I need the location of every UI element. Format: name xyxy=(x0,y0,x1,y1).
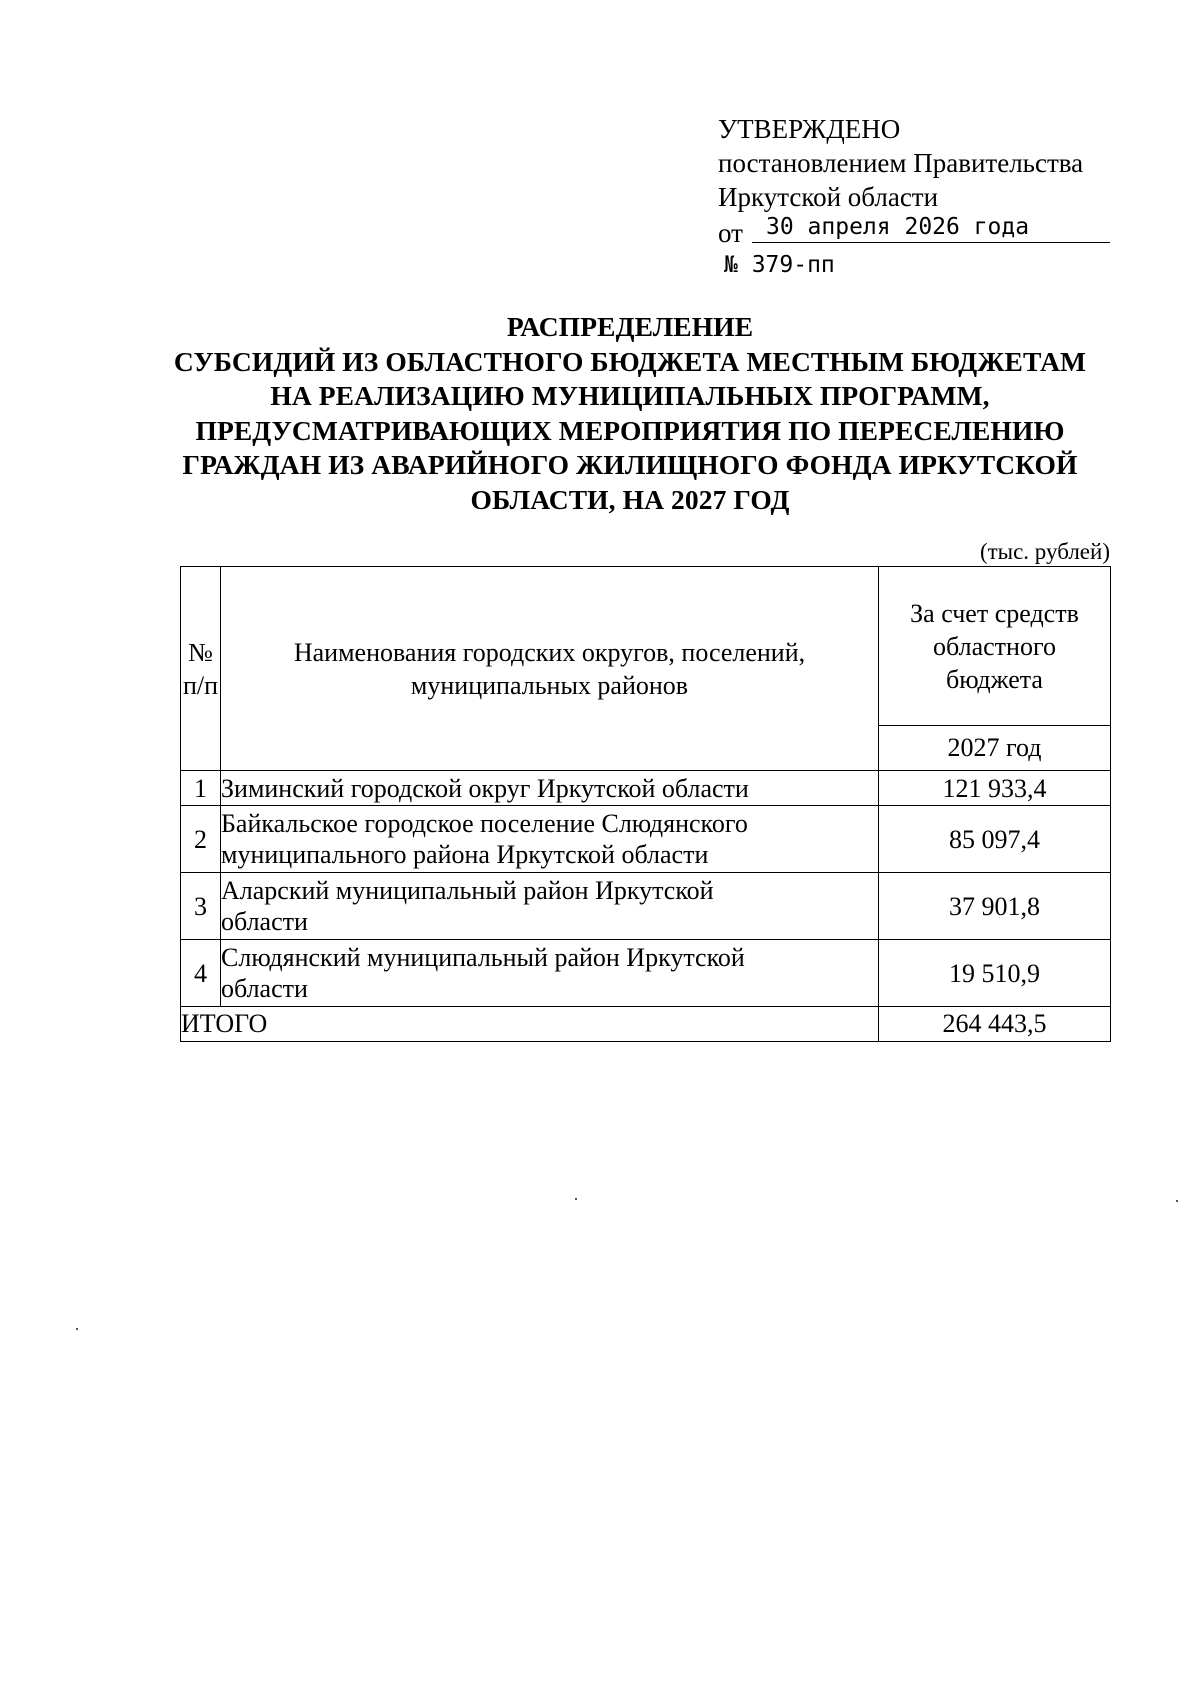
approval-date-prefix: от xyxy=(718,218,743,248)
header-value-line: бюджета xyxy=(946,664,1043,694)
title-line: РАСПРЕДЕЛЕНИЕ xyxy=(506,311,754,342)
header-name-cell xyxy=(221,567,879,771)
title-line: СУБСИДИЙ ИЗ ОБЛАСТНОГО БЮДЖЕТА МЕСТНЫМ БЮДЖЕТАМ xyxy=(173,345,1087,377)
row-value: 19 510,9 xyxy=(879,940,1111,1007)
total-label: ИТОГО xyxy=(181,1007,879,1042)
row-name-line: Аларский муниципальный район Иркутской xyxy=(221,876,714,905)
header-value-line: областного xyxy=(933,631,1056,661)
approval-date-line xyxy=(718,214,1108,246)
approval-block xyxy=(718,112,1108,280)
table-row xyxy=(181,806,1111,873)
scan-speck xyxy=(1176,1200,1178,1202)
row-number: 1 xyxy=(181,771,221,806)
document-title xyxy=(160,310,1100,517)
title-line: ГРАЖДАН ИЗ АВАРИЙНОГО ЖИЛИЩНОГО ФОНДА ИРКУТСКОЙ xyxy=(182,449,1078,480)
header-name-line: Наименования городских округов, поселений, xyxy=(293,637,806,667)
units-label: (тыс. рублей) xyxy=(979,539,1110,564)
row-name-line: Зиминский городской округ Иркутской области xyxy=(221,773,749,803)
row-name xyxy=(221,806,879,873)
approval-date: 30 апреля 2026 года xyxy=(752,212,1110,243)
row-name xyxy=(221,873,879,940)
distribution-table-wrapper xyxy=(180,566,1110,1042)
table-row xyxy=(181,940,1111,1007)
row-value: 37 901,8 xyxy=(879,873,1111,940)
header-value-cell xyxy=(879,567,1111,726)
total-value: 264 443,5 xyxy=(879,1007,1111,1042)
table-total-row xyxy=(181,1007,1111,1042)
row-number: 4 xyxy=(181,940,221,1007)
approval-heading: УТВЕРЖДЕНО xyxy=(718,114,901,144)
header-name-line: муниципальных районов xyxy=(410,670,689,700)
row-name xyxy=(221,771,879,806)
row-name-line: области xyxy=(221,907,308,936)
row-name xyxy=(221,940,879,1007)
approval-region-line: Иркутской области xyxy=(718,182,939,212)
scan-speck xyxy=(575,1198,577,1200)
table-row xyxy=(181,771,1111,806)
row-value: 85 097,4 xyxy=(879,806,1111,873)
table-header-row xyxy=(181,567,1111,726)
row-number: 3 xyxy=(181,873,221,940)
title-line: НА РЕАЛИЗАЦИЮ МУНИЦИПАЛЬНЫХ ПРОГРАММ, xyxy=(270,380,990,411)
distribution-table xyxy=(180,566,1111,1042)
row-name-line: Байкальское городское поселение Слюдянского xyxy=(221,809,748,838)
header-number-abbrev: п/п xyxy=(182,670,219,700)
approval-number: № 379-пп xyxy=(724,252,835,278)
row-name-line: Слюдянский муниципальный район Иркутской xyxy=(221,943,745,972)
row-value: 121 933,4 xyxy=(879,771,1111,806)
table-row xyxy=(181,873,1111,940)
title-line: ПРЕДУСМАТРИВАЮЩИХ МЕРОПРИЯТИЯ ПО ПЕРЕСЕЛЕНИЮ xyxy=(195,414,1065,446)
header-number-symbol: № xyxy=(188,637,213,667)
row-number: 2 xyxy=(181,806,221,873)
header-number-cell xyxy=(181,567,221,771)
title-line: ОБЛАСТИ, НА 2027 ГОД xyxy=(470,483,790,515)
row-name-line: муниципального района Иркутской области xyxy=(221,840,709,869)
header-year-cell: 2027 год xyxy=(879,726,1111,771)
scan-speck xyxy=(76,1328,78,1330)
approval-authority-line: постановлением Правительства xyxy=(718,148,1084,178)
header-value-line: За счет средств xyxy=(910,598,1079,628)
row-name-line: области xyxy=(221,974,308,1003)
